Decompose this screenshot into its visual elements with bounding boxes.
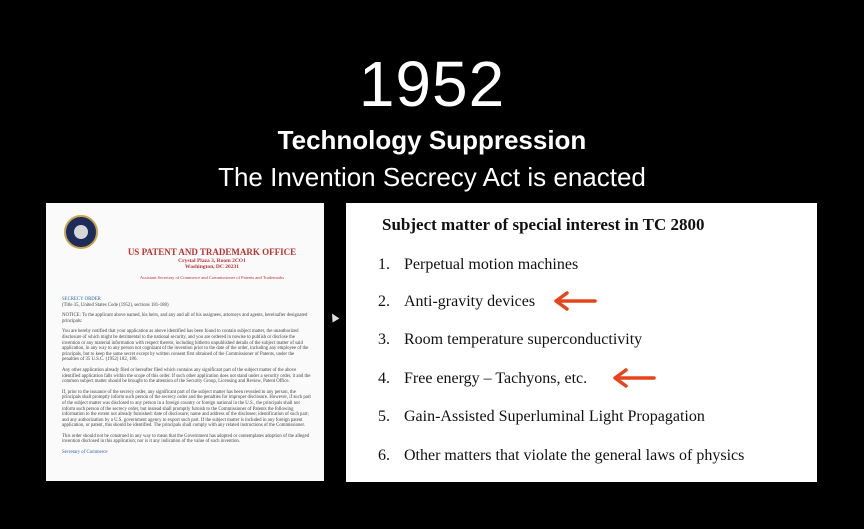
order-paragraph-3: If, prior to the issuance of the secrecy order, any significant part of the subject matter has been revealed to any person, the principals shall promptly inform such person of the secrecy order and the penalties for improper disclosure. However, if such part of the subject matter was disclosed to any person in a foreign country or foreign national in the U.S., the principals shall not inform such person of the secrecy order, but instead shall promptly furnish to the Commissioner of Patents the following information to the extent not already furnished: date of disclosure; name and address of the disclosee; identification of such part; and any authorization by a U.S. government agency to export such part. If the subject matter is included in any foreign patent application, or patent, this should be identified. The principals shall comply with any related instructions of the Commissioner. <box>62 389 311 429</box>
list-item-text: Free energy – Tachyons, etc. <box>404 370 588 387</box>
order-paragraph-4: This order should not be construed in any way to mean that the Government has adopted or contemplates adoption of the alleged invention disclosed in this application; nor is it any indication of the value of such invention. <box>62 433 310 445</box>
year-heading: 1952 <box>358 48 506 120</box>
document-office-name: US PATENT AND TRADEMARK OFFICE <box>127 247 297 257</box>
document-assistant-line: Assistant Secretary of Commerce and Commissioner of Patents and Trademarks <box>139 275 285 280</box>
panel-title: Subject matter of special interest in TC 2800 <box>382 215 705 234</box>
list-item-number: 3. <box>378 331 390 348</box>
list-item <box>378 408 705 426</box>
order-notice: NOTICE: To the applicant above named, his heirs, and any and all of his assignees, attorneys and agents, hereinafter designated principals: <box>62 313 308 324</box>
list-item-number: 4. <box>378 370 390 387</box>
list-item-number: 5. <box>378 408 390 425</box>
order-paragraph-2: Any other application already filed or hereafter filed which contains any significant part of the subject matter of the above identified application falls within the scope of this order. If such other application does not stand under a security order, it and the common subject matter should be brought to the attention of the Security Group, Licensing and Review, Patent Office. <box>62 367 311 385</box>
order-title: SECRECY ORDER <box>62 297 101 302</box>
list-item <box>378 370 587 388</box>
patent-office-seal-icon <box>64 215 98 249</box>
subtitle: Technology Suppression <box>277 125 587 155</box>
list-item <box>378 331 642 349</box>
order-signature: Secretary of Commerce <box>62 450 108 456</box>
list-item-number: 6. <box>378 447 390 464</box>
document-address-line2: Washington, DC 20231 <box>185 264 239 270</box>
list-item-text: Room temperature superconductivity <box>404 331 643 348</box>
document-body <box>62 297 312 461</box>
document-address-line1: Crystal Plaza 3, Room 2CO1 <box>178 258 246 264</box>
tagline: The Invention Secrecy Act is enacted <box>218 162 646 192</box>
order-paragraph-1: You are hereby notified that your application as above identified has been found to contain subject matter, the unauthorized disclosure of which might be detrimental to the national security, and you are ordered in nowise to publish or disclose the invention or any material information with respect thereto, including hitherto unpublished details of the subject matter of said application, in any way to any person not cognizant of the invention prior to the date of the order, including any employee of the principals, but to keep the same secret except by written consent first obtained of the Commissioner of Patents, under the penalties of 35 U.S.C. (1952) 182, 186. <box>62 329 309 363</box>
secrecy-order-document <box>46 203 324 481</box>
list-item-number: 2. <box>378 293 390 310</box>
arrow-left-icon <box>551 291 597 311</box>
special-interest-panel <box>346 203 817 482</box>
list-item-text: Perpetual motion machines <box>404 256 579 273</box>
list-item <box>378 447 744 465</box>
mouse-cursor-icon <box>329 312 340 323</box>
arrow-left-icon <box>610 368 656 388</box>
order-ref: (Title 35, United States Code (1952), sections 181-188) <box>62 302 169 308</box>
list-item-number: 1. <box>378 256 390 273</box>
list-item-text: Other matters that violate the general laws of physics <box>404 447 745 464</box>
list-item <box>378 256 578 274</box>
list-item-text: Anti-gravity devices <box>404 293 536 310</box>
list-item <box>378 293 535 311</box>
document-address <box>106 258 318 270</box>
list-item-text: Gain-Assisted Superluminal Light Propagation <box>404 408 705 425</box>
